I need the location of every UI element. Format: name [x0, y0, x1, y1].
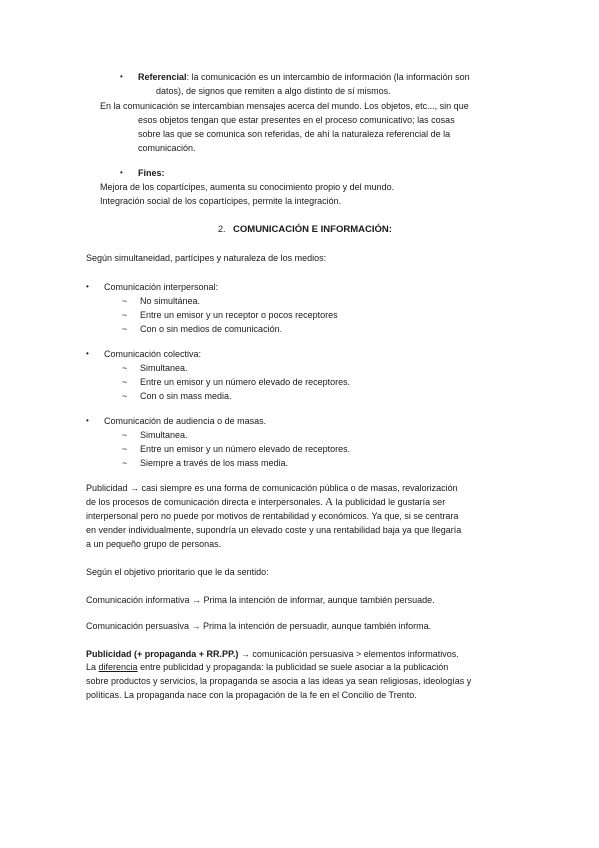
fines-line-2: Integración social de los copartícipes, permite la integración.	[100, 196, 342, 206]
list-item: No simultánea.	[140, 296, 201, 306]
section-heading	[218, 223, 392, 236]
bullet: •	[120, 72, 123, 81]
referencial-line-1	[138, 71, 470, 83]
final-line-3: sobre productos y servicios, la propaganda se asocia a las ideas ya sean religiosas, ideologías y	[86, 676, 472, 686]
list-item: Con o sin mass media.	[140, 391, 232, 401]
tilde-bullet: ~	[122, 458, 128, 468]
group-label: Comunicación de audiencia o de masas.	[104, 416, 267, 426]
tilde-bullet: ~	[122, 363, 128, 373]
tilde-bullet: ~	[122, 444, 128, 454]
list-item: Entre un emisor y un número elevado de receptores.	[140, 444, 351, 454]
fines-line-1: Mejora de los copartícipes, aumenta su conocimiento propio y del mundo.	[100, 182, 395, 192]
para-line-3: sobre las que se comunica son referidas, de ahí la naturaleza referencial de la	[138, 129, 451, 139]
informativa-line: Comunicación informativa → Prima la intención de informar, aunque también persuade.	[86, 595, 435, 605]
tilde-bullet: ~	[122, 310, 128, 320]
final-line-2: La diferencia entre publicidad y propaganda: la publicidad se suele asociar a la publicación	[86, 662, 449, 672]
list-item: Con o sin medios de comunicación.	[140, 324, 283, 334]
underlined-word: diferencia	[98, 662, 138, 672]
final-bold: Publicidad (+ propaganda + RR.PP.)	[86, 649, 239, 659]
list-item: Entre un emisor y un receptor o pocos receptores	[140, 310, 338, 320]
referencial-term: Referencial	[138, 72, 187, 82]
group-label: Comunicación colectiva:	[104, 349, 202, 359]
publicidad-serif-letter: A	[325, 496, 334, 508]
objetivo-intro: Según el objetivo prioritario que le da sentido:	[86, 567, 269, 577]
persuasiva-line: Comunicación persuasiva → Prima la intención de persuadir, aunque también informa.	[86, 621, 432, 631]
list-item: Simultanea.	[140, 363, 188, 373]
bullet: •	[86, 282, 89, 291]
tilde-bullet: ~	[122, 377, 128, 387]
group-label: Comunicación interpersonal:	[104, 282, 219, 292]
tilde-bullet: ~	[122, 324, 128, 334]
bullet: •	[86, 349, 89, 358]
fines-term: Fines:	[138, 168, 165, 178]
referencial-text: : la comunicación es un intercambio de información (la información son	[186, 72, 470, 82]
tilde-bullet: ~	[122, 296, 128, 306]
publicidad-line-3: interpersonal pero no puede por motivos de rentabilidad y económicos. Ya que, si se centrara	[86, 511, 459, 521]
bullet: •	[86, 416, 89, 425]
intro-text: Según simultaneidad, partícipes y naturaleza de los medios:	[86, 253, 327, 263]
tilde-bullet: ~	[122, 391, 128, 401]
list-item: Entre un emisor y un número elevado de receptores.	[140, 377, 351, 387]
para-line-4: comunicación.	[138, 143, 196, 153]
bullet: •	[120, 168, 123, 177]
section-title: COMUNICACIÓN E INFORMACIÓN:	[233, 224, 392, 235]
publicidad-line-1: Publicidad → casi siempre es una forma de comunicación pública o de masas, revalorización	[86, 483, 458, 493]
referencial-line-2: datos), de signos que remiten a algo distinto de sí mismos.	[156, 86, 391, 96]
final-line-4: políticas. La propaganda nace con la propagación de la fe en el Concilio de Trento.	[86, 690, 417, 700]
list-item: Siempre a través de los mass media.	[140, 458, 289, 468]
publicidad-line-5: a un pequeño grupo de personas.	[86, 539, 222, 549]
para-line-2: esos objetos tengan que estar presentes en el proceso comunicativo; las cosas	[138, 115, 455, 125]
list-item: Simultanea.	[140, 430, 188, 440]
para-line-1: En la comunicación se intercambian mensajes acerca del mundo. Los objetos, etc..., sin que	[100, 101, 469, 111]
publicidad-line-2: de los procesos de comunicación directa e interpersonales. A la publicidad le gustaría ser	[86, 496, 446, 508]
final-line-1: Publicidad (+ propaganda + RR.PP.) → comunicación persuasiva > elementos informativos.	[86, 649, 459, 659]
section-number: 2.	[218, 224, 226, 234]
publicidad-line-4: en vender individualmente, supondría un elevado coste y una rentabilidad baja ya que llegaría	[86, 525, 462, 535]
tilde-bullet: ~	[122, 430, 128, 440]
